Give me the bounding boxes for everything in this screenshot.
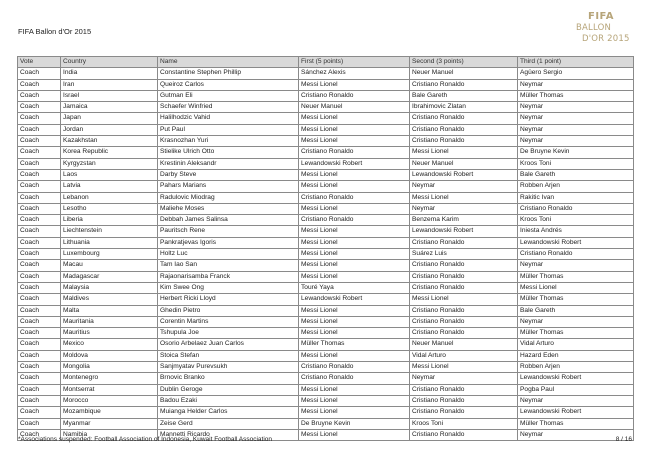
second-choice-cell: Cristiano Ronaldo — [410, 282, 518, 293]
vote-cell: Coach — [18, 113, 61, 124]
vote-cell: Coach — [18, 90, 61, 101]
table-body — [18, 68, 634, 441]
first-choice-cell: Messi Lionel — [299, 429, 410, 440]
table-row — [18, 249, 634, 260]
country-cell: Lesotho — [61, 203, 158, 214]
country-cell: Montenegro — [61, 373, 158, 384]
column-header-vote: Vote — [18, 57, 61, 68]
second-choice-cell: Cristiano Ronaldo — [410, 124, 518, 135]
second-choice-cell: Lewandowski Robert — [410, 169, 518, 180]
ballon-dor-logo — [574, 11, 638, 49]
country-cell: Kyrgyzstan — [61, 158, 158, 169]
name-cell: Mannetti Ricardo — [158, 429, 299, 440]
name-cell: Tam Iao San — [158, 260, 299, 271]
second-choice-cell: Cristiano Ronaldo — [410, 316, 518, 327]
third-choice-cell: Bale Gareth — [518, 305, 634, 316]
third-choice-cell: Lewandowski Robert — [518, 237, 634, 248]
vote-cell: Coach — [18, 203, 61, 214]
country-cell: Maldives — [61, 294, 158, 305]
first-choice-cell: Messi Lionel — [299, 328, 410, 339]
table-row — [18, 147, 634, 158]
vote-cell: Coach — [18, 407, 61, 418]
second-choice-cell: Neuer Manuel — [410, 339, 518, 350]
name-cell: Kim Swee Ong — [158, 282, 299, 293]
third-choice-cell: Lewandowski Robert — [518, 373, 634, 384]
third-choice-cell: Agüero Sergio — [518, 68, 634, 79]
country-cell: Namibia — [61, 429, 158, 440]
country-cell: Latvia — [61, 181, 158, 192]
table-row — [18, 373, 634, 384]
vote-cell: Coach — [18, 158, 61, 169]
name-cell: Radulovic Miodrag — [158, 192, 299, 203]
name-cell: Muianga Helder Carlos — [158, 407, 299, 418]
second-choice-cell: Vidal Arturo — [410, 350, 518, 361]
name-cell: Sanjmyatav Purevsukh — [158, 362, 299, 373]
second-choice-cell: Kroos Toni — [410, 418, 518, 429]
country-cell: Korea Republic — [61, 147, 158, 158]
third-choice-cell: Neymar — [518, 260, 634, 271]
table-row — [18, 282, 634, 293]
name-cell: Osorio Arbelaez Juan Carlos — [158, 339, 299, 350]
second-choice-cell: Messi Lionel — [410, 192, 518, 203]
country-cell: Laos — [61, 169, 158, 180]
second-choice-cell: Cristiano Ronaldo — [410, 384, 518, 395]
vote-cell: Coach — [18, 362, 61, 373]
first-choice-cell: Müller Thomas — [299, 339, 410, 350]
second-choice-cell: Lewandowski Robert — [410, 226, 518, 237]
first-choice-cell: Messi Lionel — [299, 113, 410, 124]
third-choice-cell: Müller Thomas — [518, 90, 634, 101]
second-choice-cell: Cristiano Ronaldo — [410, 113, 518, 124]
vote-cell: Coach — [18, 226, 61, 237]
table-row — [18, 226, 634, 237]
vote-cell: Coach — [18, 147, 61, 158]
table-row — [18, 192, 634, 203]
first-choice-cell: Neuer Manuel — [299, 102, 410, 113]
second-choice-cell: Cristiano Ronaldo — [410, 328, 518, 339]
third-choice-cell: Neymar — [518, 395, 634, 406]
third-choice-cell: Müller Thomas — [518, 328, 634, 339]
country-cell: Lebanon — [61, 192, 158, 203]
table-row — [18, 407, 634, 418]
third-choice-cell: Neymar — [518, 316, 634, 327]
logo-line-fifa: FIFA — [588, 11, 614, 22]
second-choice-cell: Neuer Manuel — [410, 68, 518, 79]
table-row — [18, 350, 634, 361]
third-choice-cell: Iniesta Andrés — [518, 226, 634, 237]
name-cell: Herbert Ricki Lloyd — [158, 294, 299, 305]
vote-cell: Coach — [18, 395, 61, 406]
table-row — [18, 79, 634, 90]
name-cell: Badou Ezaki — [158, 395, 299, 406]
name-cell: Rajaonarisamba Franck — [158, 271, 299, 282]
country-cell: Myanmar — [61, 418, 158, 429]
vote-cell: Coach — [18, 79, 61, 90]
country-cell: Mauritius — [61, 328, 158, 339]
first-choice-cell: Messi Lionel — [299, 237, 410, 248]
country-cell: Morocco — [61, 395, 158, 406]
second-choice-cell: Neymar — [410, 373, 518, 384]
name-cell: Holtz Luc — [158, 249, 299, 260]
first-choice-cell: Messi Lionel — [299, 305, 410, 316]
country-cell: Jamaica — [61, 102, 158, 113]
first-choice-cell: Touré Yaya — [299, 282, 410, 293]
name-cell: Stielike Ulrich Otto — [158, 147, 299, 158]
first-choice-cell: Cristiano Ronaldo — [299, 215, 410, 226]
second-choice-cell: Cristiano Ronaldo — [410, 237, 518, 248]
third-choice-cell: Robben Arjen — [518, 181, 634, 192]
second-choice-cell: Cristiano Ronaldo — [410, 136, 518, 147]
table-row — [18, 136, 634, 147]
third-choice-cell: Neymar — [518, 136, 634, 147]
third-choice-cell: Messi Lionel — [518, 282, 634, 293]
country-cell: Japan — [61, 113, 158, 124]
vote-cell: Coach — [18, 102, 61, 113]
country-cell: Montserrat — [61, 384, 158, 395]
vote-cell: Coach — [18, 169, 61, 180]
country-cell: Macau — [61, 260, 158, 271]
second-choice-cell: Bale Gareth — [410, 90, 518, 101]
vote-cell: Coach — [18, 328, 61, 339]
country-cell: Madagascar — [61, 271, 158, 282]
second-choice-cell: Cristiano Ronaldo — [410, 429, 518, 440]
country-cell: Iran — [61, 79, 158, 90]
table-row — [18, 215, 634, 226]
name-cell: Brnovic Branko — [158, 373, 299, 384]
first-choice-cell: Messi Lionel — [299, 169, 410, 180]
first-choice-cell: Lewandowski Robert — [299, 158, 410, 169]
second-choice-cell: Cristiano Ronaldo — [410, 305, 518, 316]
name-cell: Dublin Geroge — [158, 384, 299, 395]
second-choice-cell: Cristiano Ronaldo — [410, 395, 518, 406]
name-cell: Krasnozhan Yuri — [158, 136, 299, 147]
third-choice-cell: Cristiano Ronaldo — [518, 203, 634, 214]
name-cell: Pankratjevas Igoris — [158, 237, 299, 248]
second-choice-cell: Cristiano Ronaldo — [410, 260, 518, 271]
name-cell: Constantine Stephen Phillip — [158, 68, 299, 79]
column-header-first: First (5 points) — [299, 57, 410, 68]
first-choice-cell: Messi Lionel — [299, 271, 410, 282]
third-choice-cell: Vidal Arturo — [518, 339, 634, 350]
table-row — [18, 169, 634, 180]
table-row — [18, 271, 634, 282]
third-choice-cell: Müller Thomas — [518, 294, 634, 305]
table-row — [18, 237, 634, 248]
vote-cell: Coach — [18, 181, 61, 192]
vote-cell: Coach — [18, 384, 61, 395]
vote-cell: Coach — [18, 68, 61, 79]
first-choice-cell: Messi Lionel — [299, 316, 410, 327]
name-cell: Maliehe Moses — [158, 203, 299, 214]
third-choice-cell: De Bruyne Kevin — [518, 147, 634, 158]
table-row — [18, 362, 634, 373]
country-cell: Malta — [61, 305, 158, 316]
second-choice-cell: Neymar — [410, 181, 518, 192]
table-row — [18, 90, 634, 101]
country-cell: Mongolia — [61, 362, 158, 373]
first-choice-cell: Cristiano Ronaldo — [299, 147, 410, 158]
column-header-second: Second (3 points) — [410, 57, 518, 68]
footnote: *Associations suspended: Football Association of Indonesia, Kuwait Football Association — [18, 436, 273, 443]
vote-cell: Coach — [18, 192, 61, 203]
table-row — [18, 113, 634, 124]
country-cell: Liechtenstein — [61, 226, 158, 237]
vote-cell: Coach — [18, 237, 61, 248]
country-cell: Lithuania — [61, 237, 158, 248]
second-choice-cell: Neymar — [410, 203, 518, 214]
table-row — [18, 339, 634, 350]
first-choice-cell: Messi Lionel — [299, 136, 410, 147]
vote-cell: Coach — [18, 316, 61, 327]
document-title: FIFA Ballon d'Or 2015 — [18, 27, 92, 36]
column-header-third: Third (1 point) — [518, 57, 634, 68]
name-cell: Queiroz Carlos — [158, 79, 299, 90]
first-choice-cell: Messi Lionel — [299, 395, 410, 406]
first-choice-cell: Messi Lionel — [299, 407, 410, 418]
third-choice-cell: Neymar — [518, 124, 634, 135]
third-choice-cell: Pogba Paul — [518, 384, 634, 395]
second-choice-cell: Cristiano Ronaldo — [410, 79, 518, 90]
first-choice-cell: De Bruyne Kevin — [299, 418, 410, 429]
second-choice-cell: Suárez Luis — [410, 249, 518, 260]
second-choice-cell: Cristiano Ronaldo — [410, 271, 518, 282]
third-choice-cell: Neymar — [518, 429, 634, 440]
first-choice-cell: Messi Lionel — [299, 181, 410, 192]
name-cell: Schaefer Winfried — [158, 102, 299, 113]
first-choice-cell: Sánchez Alexis — [299, 68, 410, 79]
country-cell: Jordan — [61, 124, 158, 135]
first-choice-cell: Cristiano Ronaldo — [299, 373, 410, 384]
name-cell: Krestinin Aleksandr — [158, 158, 299, 169]
table-row — [18, 418, 634, 429]
logo-line-ballon: BALLON — [576, 23, 612, 33]
first-choice-cell: Messi Lionel — [299, 249, 410, 260]
country-cell: India — [61, 68, 158, 79]
vote-cell: Coach — [18, 294, 61, 305]
country-cell: Liberia — [61, 215, 158, 226]
vote-cell: Coach — [18, 350, 61, 361]
country-cell: Israel — [61, 90, 158, 101]
country-cell: Malaysia — [61, 282, 158, 293]
second-choice-cell: Ibrahimovic Zlatan — [410, 102, 518, 113]
first-choice-cell: Messi Lionel — [299, 350, 410, 361]
third-choice-cell: Neymar — [518, 113, 634, 124]
table-row — [18, 260, 634, 271]
column-header-country: Country — [61, 57, 158, 68]
third-choice-cell: Müller Thomas — [518, 271, 634, 282]
table-row — [18, 158, 634, 169]
third-choice-cell: Kroos Toni — [518, 215, 634, 226]
third-choice-cell: Kroos Toni — [518, 158, 634, 169]
name-cell: Pauritsch Rene — [158, 226, 299, 237]
table-row — [18, 316, 634, 327]
table-row — [18, 294, 634, 305]
vote-cell: Coach — [18, 305, 61, 316]
table-row — [18, 395, 634, 406]
second-choice-cell: Messi Lionel — [410, 294, 518, 305]
column-header-name: Name — [158, 57, 299, 68]
first-choice-cell: Cristiano Ronaldo — [299, 362, 410, 373]
third-choice-cell: Neymar — [518, 79, 634, 90]
second-choice-cell: Messi Lionel — [410, 147, 518, 158]
vote-cell: Coach — [18, 124, 61, 135]
vote-cell: Coach — [18, 271, 61, 282]
table-row — [18, 68, 634, 79]
table-row — [18, 203, 634, 214]
vote-cell: Coach — [18, 339, 61, 350]
first-choice-cell: Cristiano Ronaldo — [299, 192, 410, 203]
first-choice-cell: Cristiano Ronaldo — [299, 90, 410, 101]
first-choice-cell: Messi Lionel — [299, 124, 410, 135]
second-choice-cell: Neuer Manuel — [410, 158, 518, 169]
country-cell: Moldova — [61, 350, 158, 361]
table-header-row — [18, 57, 634, 68]
name-cell: Darby Steve — [158, 169, 299, 180]
name-cell: Pahars Marians — [158, 181, 299, 192]
third-choice-cell: Müller Thomas — [518, 418, 634, 429]
vote-cell: Coach — [18, 373, 61, 384]
third-choice-cell: Lewandowski Robert — [518, 407, 634, 418]
first-choice-cell: Messi Lionel — [299, 384, 410, 395]
third-choice-cell: Hazard Eden — [518, 350, 634, 361]
vote-cell: Coach — [18, 215, 61, 226]
name-cell: Ghedin Pietro — [158, 305, 299, 316]
page-number: 8 / 16 — [615, 436, 632, 443]
second-choice-cell: Cristiano Ronaldo — [410, 407, 518, 418]
name-cell: Put Paul — [158, 124, 299, 135]
second-choice-cell: Messi Lionel — [410, 362, 518, 373]
country-cell: Kazakhstan — [61, 136, 158, 147]
vote-cell: Coach — [18, 282, 61, 293]
table-row — [18, 328, 634, 339]
votes-table — [17, 56, 634, 441]
name-cell: Stoica Stefan — [158, 350, 299, 361]
first-choice-cell: Messi Lionel — [299, 260, 410, 271]
name-cell: Tshupula Joe — [158, 328, 299, 339]
name-cell: Halilhodzic Vahid — [158, 113, 299, 124]
third-choice-cell: Bale Gareth — [518, 169, 634, 180]
table-row — [18, 384, 634, 395]
name-cell: Zeise Gerd — [158, 418, 299, 429]
name-cell: Corentin Martins — [158, 316, 299, 327]
table-row — [18, 305, 634, 316]
first-choice-cell: Messi Lionel — [299, 203, 410, 214]
table-row — [18, 124, 634, 135]
first-choice-cell: Lewandowski Robert — [299, 294, 410, 305]
table-row — [18, 181, 634, 192]
vote-cell: Coach — [18, 249, 61, 260]
logo-line-dor-2015: D'OR 2015 — [582, 34, 630, 44]
country-cell: Mauritania — [61, 316, 158, 327]
vote-cell: Coach — [18, 418, 61, 429]
vote-cell: Coach — [18, 260, 61, 271]
third-choice-cell: Robben Arjen — [518, 362, 634, 373]
first-choice-cell: Messi Lionel — [299, 79, 410, 90]
third-choice-cell: Rakitic Ivan — [518, 192, 634, 203]
vote-cell: Coach — [18, 429, 61, 440]
country-cell: Luxembourg — [61, 249, 158, 260]
name-cell: Debbah James Salinsa — [158, 215, 299, 226]
country-cell: Mexico — [61, 339, 158, 350]
vote-cell: Coach — [18, 136, 61, 147]
name-cell: Gutman Eli — [158, 90, 299, 101]
third-choice-cell: Neymar — [518, 102, 634, 113]
country-cell: Mozambique — [61, 407, 158, 418]
first-choice-cell: Messi Lionel — [299, 226, 410, 237]
second-choice-cell: Benzema Karim — [410, 215, 518, 226]
third-choice-cell: Cristiano Ronaldo — [518, 249, 634, 260]
table-row — [18, 102, 634, 113]
